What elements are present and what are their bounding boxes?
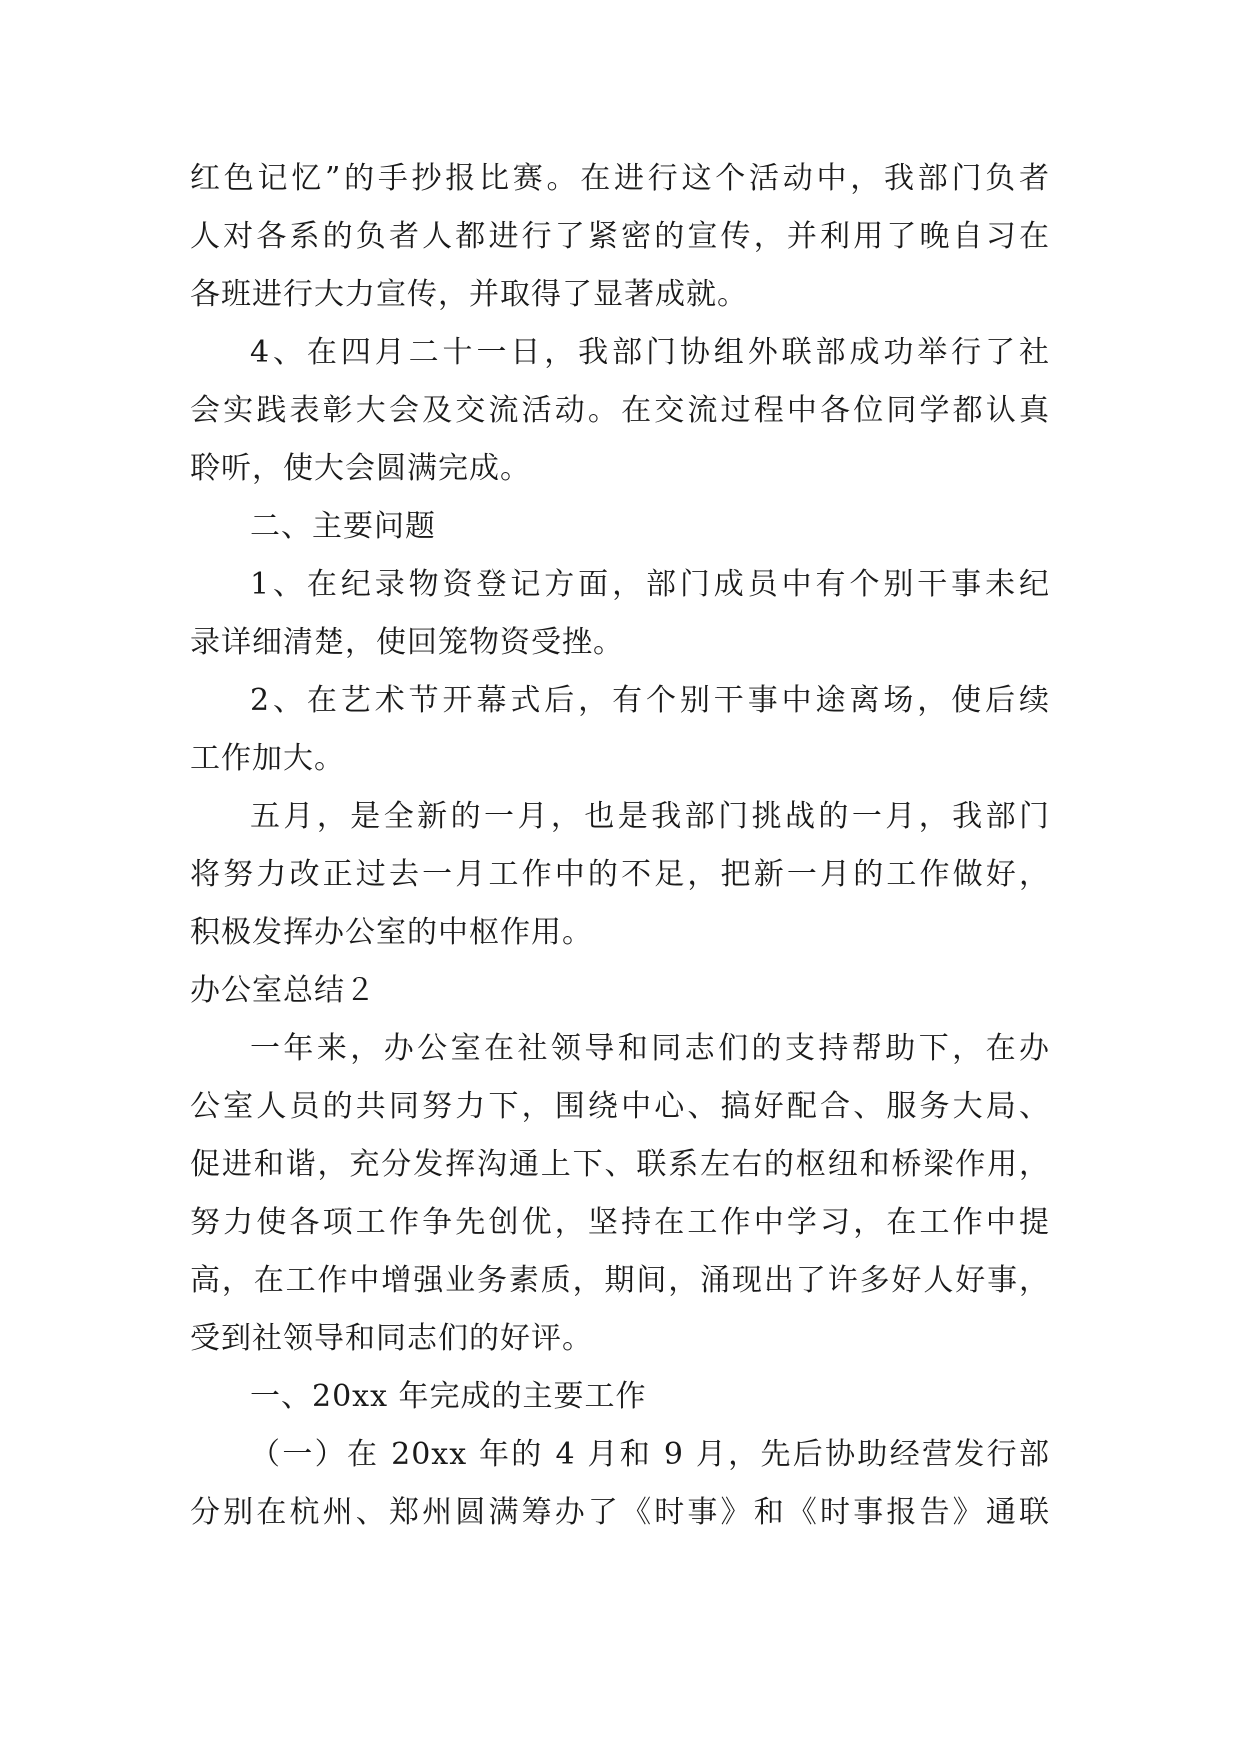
paragraph [190, 672, 1050, 788]
text-line: 受到社领导和同志们的好评。 [190, 1321, 593, 1356]
text-line: 工作加大。 [190, 741, 345, 776]
text-line: 2、在艺术节开幕式后，有个别干事中途离场，使后续 [250, 683, 1050, 718]
title-text: 办公室总结２ [190, 973, 376, 1008]
paragraph [190, 1020, 1050, 1368]
text-line: 会实践表彰大会及交流活动。在交流过程中各位同学都认真 [190, 393, 1050, 428]
paragraph [190, 788, 1050, 962]
text-line: 高，在工作中增强业务素质，期间，涌现出了许多好人好事， [190, 1263, 1050, 1298]
text-line: 努力使各项工作争先创优，坚持在工作中学习，在工作中提 [190, 1205, 1050, 1240]
heading-text: 一、20xx 年完成的主要工作 [250, 1379, 647, 1414]
paragraph [190, 324, 1050, 498]
paragraph [190, 150, 1050, 324]
text-line: 将努力改正过去一月工作中的不足，把新一月的工作做好， [190, 857, 1050, 892]
heading-text: 二、主要问题 [250, 509, 436, 544]
paragraph [190, 1426, 1050, 1542]
text-line: 红色记忆”的手抄报比赛。在进行这个活动中，我部门负者 [190, 161, 1050, 196]
text-line: 聆听，使大会圆满完成。 [190, 451, 531, 486]
section-heading [190, 498, 1050, 556]
text-line: 促进和谐，充分发挥沟通上下、联系左右的枢纽和桥梁作用， [190, 1147, 1050, 1182]
paragraph [190, 556, 1050, 672]
text-line: 分别在杭州、郑州圆满筹办了《时事》和《时事报告》通联 [190, 1495, 1050, 1530]
text-line: 1、在纪录物资登记方面，部门成员中有个别干事未纪 [250, 567, 1050, 602]
text-line: 人对各系的负者人都进行了紧密的宣传，并利用了晚自习在 [190, 219, 1050, 254]
section-title [190, 962, 1050, 1020]
text-line: 公室人员的共同努力下，围绕中心、搞好配合、服务大局、 [190, 1089, 1050, 1124]
text-line: 积极发挥办公室的中枢作用。 [190, 915, 593, 950]
document-body [190, 150, 1050, 1542]
text-line: （一）在 20xx 年的 4 月和 9 月，先后协助经营发行部 [250, 1437, 1050, 1472]
text-line: 五月，是全新的一月，也是我部门挑战的一月，我部门 [250, 799, 1050, 834]
text-line: 录详细清楚，使回笼物资受挫。 [190, 625, 624, 660]
text-line: 4、在四月二十一日，我部门协组外联部成功举行了社 [250, 335, 1050, 370]
text-line: 各班进行大力宣传，并取得了显著成就。 [190, 277, 748, 312]
text-line: 一年来，办公室在社领导和同志们的支持帮助下，在办 [250, 1031, 1050, 1066]
section-heading [190, 1368, 1050, 1426]
